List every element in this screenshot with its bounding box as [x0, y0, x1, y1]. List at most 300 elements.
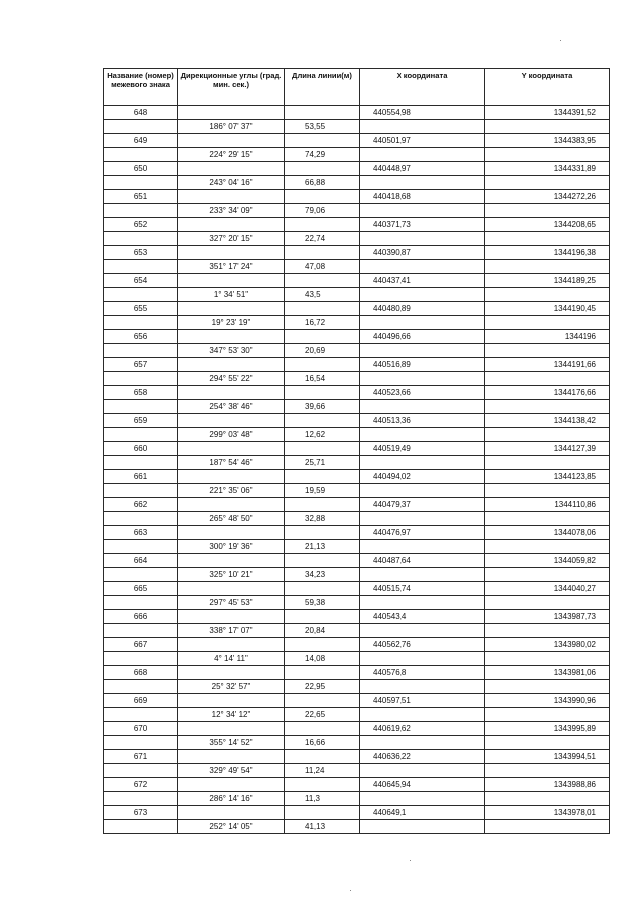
marker-name-cell	[104, 204, 178, 218]
marker-name-cell	[104, 316, 178, 330]
direction-angle-cell: 327° 20' 15"	[178, 232, 285, 246]
line-length-cell: 74,29	[285, 148, 360, 162]
marker-name-cell: 660	[104, 442, 178, 456]
x-coordinate-cell: 440649,1	[360, 806, 485, 820]
direction-angle-cell: 338° 17' 07"	[178, 624, 285, 638]
marker-name-cell	[104, 260, 178, 274]
x-coordinate-cell	[360, 484, 485, 498]
marker-name-cell	[104, 792, 178, 806]
table-row-point	[104, 442, 610, 456]
y-coordinate-cell: 1343990,96	[485, 694, 610, 708]
x-coordinate-cell	[360, 540, 485, 554]
marker-name-cell: 663	[104, 526, 178, 540]
y-coordinate-cell	[485, 624, 610, 638]
direction-angle-cell: 12° 34' 12"	[178, 708, 285, 722]
x-coordinate-cell	[360, 120, 485, 134]
line-length-cell: 66,88	[285, 176, 360, 190]
table-row-line	[104, 400, 610, 414]
marker-name-cell	[104, 232, 178, 246]
table-row-point	[104, 526, 610, 540]
direction-angle-cell	[178, 582, 285, 596]
line-length-cell: 43,5	[285, 288, 360, 302]
line-length-cell	[285, 722, 360, 736]
x-coordinate-cell	[360, 792, 485, 806]
line-length-cell: 20,69	[285, 344, 360, 358]
line-length-cell: 21,13	[285, 540, 360, 554]
table-row-point	[104, 554, 610, 568]
scan-speck	[560, 40, 561, 41]
marker-name-cell	[104, 400, 178, 414]
x-coordinate-cell: 440448,97	[360, 162, 485, 176]
y-coordinate-cell	[485, 400, 610, 414]
direction-angle-cell	[178, 190, 285, 204]
line-length-cell	[285, 358, 360, 372]
line-length-cell	[285, 190, 360, 204]
marker-name-cell: 666	[104, 610, 178, 624]
direction-angle-cell: 19° 23' 19"	[178, 316, 285, 330]
y-coordinate-cell: 1344191,66	[485, 358, 610, 372]
x-coordinate-cell	[360, 512, 485, 526]
table-row-line	[104, 232, 610, 246]
table-row-point	[104, 722, 610, 736]
line-length-cell	[285, 778, 360, 792]
line-length-cell	[285, 442, 360, 456]
x-coordinate-cell: 440523,66	[360, 386, 485, 400]
table-row-point	[104, 302, 610, 316]
table-row-point	[104, 638, 610, 652]
table-row-point	[104, 666, 610, 680]
y-coordinate-cell	[485, 204, 610, 218]
y-coordinate-cell: 1344208,65	[485, 218, 610, 232]
y-coordinate-cell	[485, 820, 610, 834]
x-coordinate-cell: 440543,4	[360, 610, 485, 624]
direction-angle-cell: 299° 03' 48"	[178, 428, 285, 442]
table-row-line	[104, 792, 610, 806]
table-row-line	[104, 344, 610, 358]
line-length-cell: 14,08	[285, 652, 360, 666]
line-length-cell	[285, 610, 360, 624]
table-row-line	[104, 288, 610, 302]
table-row-point	[104, 750, 610, 764]
line-length-cell	[285, 694, 360, 708]
y-coordinate-cell	[485, 372, 610, 386]
line-length-cell	[285, 414, 360, 428]
x-coordinate-cell	[360, 148, 485, 162]
y-coordinate-cell: 1344138,42	[485, 414, 610, 428]
x-coordinate-cell	[360, 428, 485, 442]
direction-angle-cell	[178, 218, 285, 232]
table-row-line	[104, 764, 610, 778]
y-coordinate-cell	[485, 652, 610, 666]
direction-angle-cell	[178, 694, 285, 708]
direction-angle-cell	[178, 162, 285, 176]
x-coordinate-cell: 440487,64	[360, 554, 485, 568]
marker-name-cell: 665	[104, 582, 178, 596]
y-coordinate-cell	[485, 456, 610, 470]
direction-angle-cell: 347° 53' 30"	[178, 344, 285, 358]
table-row-point	[104, 386, 610, 400]
x-coordinate-cell	[360, 176, 485, 190]
line-length-cell: 47,08	[285, 260, 360, 274]
marker-name-cell: 649	[104, 134, 178, 148]
direction-angle-cell	[178, 414, 285, 428]
line-length-cell: 16,66	[285, 736, 360, 750]
x-coordinate-cell	[360, 568, 485, 582]
x-coordinate-cell: 440501,97	[360, 134, 485, 148]
x-coordinate-cell	[360, 764, 485, 778]
x-coordinate-cell	[360, 736, 485, 750]
table-row-point	[104, 610, 610, 624]
line-length-cell	[285, 246, 360, 260]
line-length-cell: 79,06	[285, 204, 360, 218]
table-row-line	[104, 120, 610, 134]
y-coordinate-cell: 1343981,06	[485, 666, 610, 680]
table-row-point	[104, 218, 610, 232]
line-length-cell: 16,54	[285, 372, 360, 386]
line-length-cell	[285, 498, 360, 512]
table-row-point	[104, 106, 610, 120]
direction-angle-cell	[178, 526, 285, 540]
table-row-point	[104, 778, 610, 792]
direction-angle-cell	[178, 330, 285, 344]
direction-angle-cell	[178, 302, 285, 316]
line-length-cell: 19,59	[285, 484, 360, 498]
table-row-point	[104, 498, 610, 512]
table-row-point	[104, 582, 610, 596]
coordinates-table	[103, 68, 610, 834]
line-length-cell	[285, 302, 360, 316]
y-coordinate-cell	[485, 736, 610, 750]
marker-name-cell: 653	[104, 246, 178, 260]
y-coordinate-cell: 1344059,82	[485, 554, 610, 568]
table-row-line	[104, 624, 610, 638]
direction-angle-cell: 325° 10' 21"	[178, 568, 285, 582]
x-coordinate-cell: 440636,22	[360, 750, 485, 764]
y-coordinate-cell	[485, 680, 610, 694]
marker-name-cell: 658	[104, 386, 178, 400]
y-coordinate-cell	[485, 708, 610, 722]
direction-angle-cell	[178, 358, 285, 372]
line-length-cell: 16,72	[285, 316, 360, 330]
marker-name-cell: 673	[104, 806, 178, 820]
marker-name-cell: 662	[104, 498, 178, 512]
x-coordinate-cell	[360, 204, 485, 218]
marker-name-cell: 659	[104, 414, 178, 428]
scan-speck	[410, 860, 411, 861]
y-coordinate-cell: 1344331,89	[485, 162, 610, 176]
marker-name-cell	[104, 680, 178, 694]
table-row-point	[104, 806, 610, 820]
line-length-cell	[285, 638, 360, 652]
y-coordinate-cell	[485, 176, 610, 190]
y-coordinate-cell: 1344196	[485, 330, 610, 344]
line-length-cell	[285, 386, 360, 400]
line-length-cell	[285, 330, 360, 344]
table-header-row	[104, 69, 610, 106]
marker-name-cell: 652	[104, 218, 178, 232]
line-length-cell: 39,66	[285, 400, 360, 414]
y-coordinate-cell	[485, 512, 610, 526]
table-row-line	[104, 372, 610, 386]
direction-angle-cell: 187° 54' 46"	[178, 456, 285, 470]
direction-angle-cell	[178, 778, 285, 792]
x-coordinate-cell	[360, 260, 485, 274]
x-coordinate-cell: 440479,37	[360, 498, 485, 512]
y-coordinate-cell	[485, 316, 610, 330]
line-length-cell	[285, 582, 360, 596]
marker-name-cell	[104, 652, 178, 666]
direction-angle-cell: 351° 17' 24"	[178, 260, 285, 274]
direction-angle-cell	[178, 386, 285, 400]
table-row-point	[104, 358, 610, 372]
x-coordinate-cell: 440418,68	[360, 190, 485, 204]
line-length-cell	[285, 554, 360, 568]
table-row-line	[104, 680, 610, 694]
marker-name-cell	[104, 176, 178, 190]
direction-angle-cell: 252° 14' 05"	[178, 820, 285, 834]
marker-name-cell	[104, 148, 178, 162]
direction-angle-cell: 224° 29' 15"	[178, 148, 285, 162]
header-marker-name: Название (номер) межевого знака	[104, 69, 178, 106]
y-coordinate-cell	[485, 344, 610, 358]
table-row-point	[104, 134, 610, 148]
y-coordinate-cell	[485, 484, 610, 498]
line-length-cell	[285, 750, 360, 764]
y-coordinate-cell: 1344196,38	[485, 246, 610, 260]
marker-name-cell: 648	[104, 106, 178, 120]
marker-name-cell	[104, 736, 178, 750]
header-direction-angle: Дирекционные углы (град. мин. сек.)	[178, 69, 285, 106]
line-length-cell	[285, 134, 360, 148]
marker-name-cell: 655	[104, 302, 178, 316]
y-coordinate-cell: 1344127,39	[485, 442, 610, 456]
y-coordinate-cell	[485, 596, 610, 610]
y-coordinate-cell: 1344078,06	[485, 526, 610, 540]
x-coordinate-cell: 440371,73	[360, 218, 485, 232]
direction-angle-cell: 294° 55' 22"	[178, 372, 285, 386]
table-row-line	[104, 820, 610, 834]
x-coordinate-cell: 440476,97	[360, 526, 485, 540]
direction-angle-cell: 329° 49' 54"	[178, 764, 285, 778]
marker-name-cell: 669	[104, 694, 178, 708]
scan-speck	[350, 890, 351, 891]
x-coordinate-cell	[360, 708, 485, 722]
marker-name-cell: 650	[104, 162, 178, 176]
line-length-cell: 11,3	[285, 792, 360, 806]
x-coordinate-cell	[360, 400, 485, 414]
direction-angle-cell: 221° 35' 06"	[178, 484, 285, 498]
marker-name-cell	[104, 568, 178, 582]
y-coordinate-cell: 1344176,66	[485, 386, 610, 400]
y-coordinate-cell	[485, 232, 610, 246]
y-coordinate-cell	[485, 540, 610, 554]
marker-name-cell	[104, 456, 178, 470]
direction-angle-cell	[178, 274, 285, 288]
line-length-cell	[285, 162, 360, 176]
line-length-cell	[285, 666, 360, 680]
table-row-line	[104, 148, 610, 162]
y-coordinate-cell	[485, 120, 610, 134]
direction-angle-cell: 25° 32' 57"	[178, 680, 285, 694]
y-coordinate-cell: 1344110,86	[485, 498, 610, 512]
y-coordinate-cell: 1344123,85	[485, 470, 610, 484]
direction-angle-cell: 265° 48' 50"	[178, 512, 285, 526]
line-length-cell: 32,88	[285, 512, 360, 526]
line-length-cell	[285, 274, 360, 288]
x-coordinate-cell: 440480,89	[360, 302, 485, 316]
direction-angle-cell	[178, 498, 285, 512]
marker-name-cell	[104, 764, 178, 778]
y-coordinate-cell: 1344040,27	[485, 582, 610, 596]
direction-angle-cell: 233° 34' 09"	[178, 204, 285, 218]
x-coordinate-cell	[360, 680, 485, 694]
x-coordinate-cell	[360, 288, 485, 302]
x-coordinate-cell: 440645,94	[360, 778, 485, 792]
table-row-point	[104, 694, 610, 708]
y-coordinate-cell	[485, 260, 610, 274]
marker-name-cell	[104, 484, 178, 498]
header-x-coordinate: X координата	[360, 69, 485, 106]
marker-name-cell	[104, 540, 178, 554]
y-coordinate-cell: 1343987,73	[485, 610, 610, 624]
table-row-line	[104, 652, 610, 666]
line-length-cell: 53,55	[285, 120, 360, 134]
table-row-line	[104, 708, 610, 722]
direction-angle-cell: 4° 14' 11"	[178, 652, 285, 666]
x-coordinate-cell	[360, 232, 485, 246]
marker-name-cell: 668	[104, 666, 178, 680]
y-coordinate-cell	[485, 764, 610, 778]
marker-name-cell: 671	[104, 750, 178, 764]
x-coordinate-cell	[360, 316, 485, 330]
direction-angle-cell: 297° 45' 53"	[178, 596, 285, 610]
x-coordinate-cell	[360, 596, 485, 610]
y-coordinate-cell	[485, 792, 610, 806]
table-row-line	[104, 260, 610, 274]
direction-angle-cell	[178, 610, 285, 624]
marker-name-cell: 670	[104, 722, 178, 736]
line-length-cell	[285, 806, 360, 820]
line-length-cell	[285, 526, 360, 540]
marker-name-cell	[104, 624, 178, 638]
line-length-cell	[285, 106, 360, 120]
table-row-line	[104, 456, 610, 470]
y-coordinate-cell: 1343988,86	[485, 778, 610, 792]
table-row-line	[104, 540, 610, 554]
direction-angle-cell: 286° 14' 16"	[178, 792, 285, 806]
line-length-cell: 22,95	[285, 680, 360, 694]
table-row-line	[104, 316, 610, 330]
marker-name-cell	[104, 820, 178, 834]
x-coordinate-cell: 440619,62	[360, 722, 485, 736]
direction-angle-cell: 1° 34' 51"	[178, 288, 285, 302]
line-length-cell: 12,62	[285, 428, 360, 442]
y-coordinate-cell	[485, 428, 610, 442]
x-coordinate-cell: 440496,66	[360, 330, 485, 344]
table-row-line	[104, 204, 610, 218]
marker-name-cell: 664	[104, 554, 178, 568]
x-coordinate-cell: 440562,76	[360, 638, 485, 652]
marker-name-cell	[104, 372, 178, 386]
x-coordinate-cell	[360, 624, 485, 638]
table-row-line	[104, 568, 610, 582]
x-coordinate-cell: 440554,98	[360, 106, 485, 120]
direction-angle-cell: 254° 38' 46"	[178, 400, 285, 414]
marker-name-cell	[104, 344, 178, 358]
marker-name-cell: 661	[104, 470, 178, 484]
table-row-line	[104, 176, 610, 190]
x-coordinate-cell: 440494,02	[360, 470, 485, 484]
y-coordinate-cell: 1343980,02	[485, 638, 610, 652]
y-coordinate-cell: 1344391,52	[485, 106, 610, 120]
header-line-length: Длина линии(м)	[285, 69, 360, 106]
line-length-cell: 20,84	[285, 624, 360, 638]
x-coordinate-cell	[360, 652, 485, 666]
line-length-cell: 11,24	[285, 764, 360, 778]
y-coordinate-cell: 1344383,95	[485, 134, 610, 148]
x-coordinate-cell	[360, 456, 485, 470]
marker-name-cell	[104, 428, 178, 442]
x-coordinate-cell	[360, 372, 485, 386]
direction-angle-cell	[178, 442, 285, 456]
line-length-cell	[285, 470, 360, 484]
direction-angle-cell	[178, 106, 285, 120]
line-length-cell: 59,38	[285, 596, 360, 610]
marker-name-cell: 656	[104, 330, 178, 344]
line-length-cell: 25,71	[285, 456, 360, 470]
marker-name-cell	[104, 120, 178, 134]
direction-angle-cell	[178, 554, 285, 568]
direction-angle-cell: 186° 07' 37"	[178, 120, 285, 134]
marker-name-cell	[104, 288, 178, 302]
direction-angle-cell	[178, 806, 285, 820]
direction-angle-cell	[178, 722, 285, 736]
direction-angle-cell	[178, 638, 285, 652]
y-coordinate-cell: 1343978,01	[485, 806, 610, 820]
line-length-cell: 41,13	[285, 820, 360, 834]
x-coordinate-cell: 440515,74	[360, 582, 485, 596]
x-coordinate-cell: 440437,41	[360, 274, 485, 288]
table-row-line	[104, 428, 610, 442]
table-body	[104, 106, 610, 834]
y-coordinate-cell: 1343995,89	[485, 722, 610, 736]
direction-angle-cell	[178, 470, 285, 484]
x-coordinate-cell: 440390,87	[360, 246, 485, 260]
y-coordinate-cell: 1344190,45	[485, 302, 610, 316]
x-coordinate-cell: 440513,36	[360, 414, 485, 428]
table-row-point	[104, 162, 610, 176]
marker-name-cell: 657	[104, 358, 178, 372]
y-coordinate-cell	[485, 148, 610, 162]
y-coordinate-cell: 1344189,25	[485, 274, 610, 288]
y-coordinate-cell	[485, 288, 610, 302]
table-row-line	[104, 596, 610, 610]
y-coordinate-cell: 1344272,26	[485, 190, 610, 204]
line-length-cell: 22,74	[285, 232, 360, 246]
table-row-line	[104, 512, 610, 526]
direction-angle-cell	[178, 750, 285, 764]
x-coordinate-cell: 440576,8	[360, 666, 485, 680]
table-row-point	[104, 190, 610, 204]
x-coordinate-cell: 440516,89	[360, 358, 485, 372]
line-length-cell: 22,65	[285, 708, 360, 722]
marker-name-cell	[104, 596, 178, 610]
line-length-cell: 34,23	[285, 568, 360, 582]
direction-angle-cell: 300° 19' 36"	[178, 540, 285, 554]
direction-angle-cell: 243° 04' 16"	[178, 176, 285, 190]
table-row-point	[104, 246, 610, 260]
x-coordinate-cell: 440519,49	[360, 442, 485, 456]
